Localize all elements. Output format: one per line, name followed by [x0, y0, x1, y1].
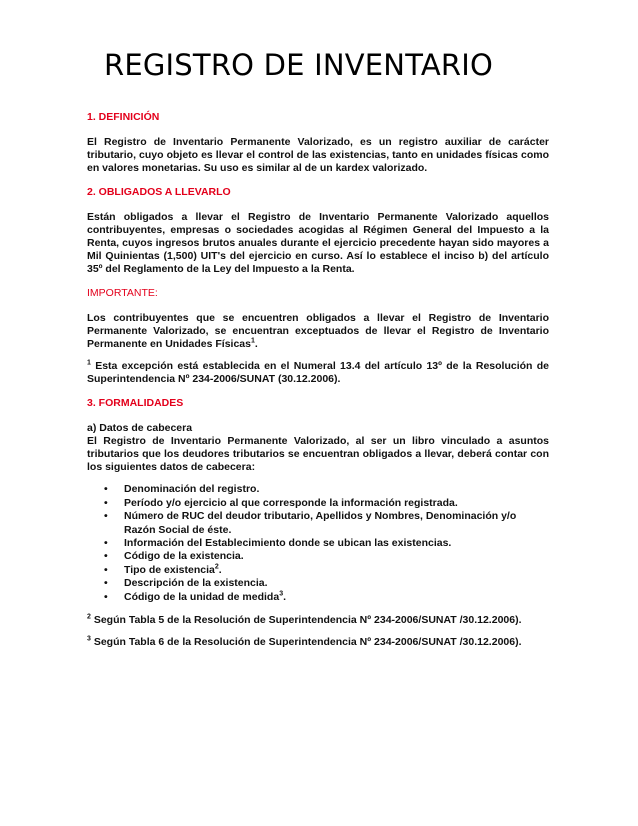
list-item-text: Período y/o ejercicio al que corresponde la información registrada. [124, 496, 458, 509]
footnote-1-text: Esta excepción está establecida en el Numeral 13.4 del artículo 13º de la Resolución de Superintendencia Nº 234-2006/SUNAT (30.12.2006). [87, 360, 549, 386]
list-item-text: Descripción de la existencia. [124, 577, 268, 590]
list-item [87, 577, 549, 590]
bullet-icon: • [104, 510, 108, 523]
footnote-2-text: Según Tabla 5 de la Resolución de Superintendencia Nº 234-2006/SUNAT /30.12.2006). [90, 614, 522, 627]
list-item-text: Tipo de existencia [124, 563, 215, 576]
list-item-text-end: . [283, 590, 287, 603]
footnote-ref-2: 2 [214, 563, 219, 571]
formalidades-intro: El Registro de Inventario Permanente Valorizado, al ser un libro vinculado a asuntos tributarios que los deudores tributarios se encuentran obligados a llevar, deberá contar con los siguientes datos de cabecera: [87, 434, 549, 474]
list-item-text: Número de RUC del deudor tributario, Apellidos y Nombres, Denominación y/o Razón Social de éste. [124, 510, 517, 536]
section-text-definicion: El Registro de Inventario Permanente Valorizado, es un registro auxiliar de carácter tributario, cuyo objeto es llevar el control de las existencias, tanto en unidades físicas como en valores monetarias. Su uso es similar al de un kardex valorizado. [87, 136, 549, 175]
list-item [87, 591, 549, 604]
list-item-text: Denominación del registro. [124, 483, 260, 496]
section-heading-definicion: 1. DEFINICIÓN [87, 111, 160, 123]
important-heading: IMPORTANTE: [87, 286, 158, 299]
list-item-text-end: . [218, 563, 222, 576]
bullet-icon: • [104, 550, 108, 563]
important-text-main: Los contribuyentes que se encuentren obligados a llevar el Registro de Inventario Permanente Valorizado, se encuentran exceptuados de llevar el Registro de Inventario Permanente en Unidades Físicas [87, 311, 549, 351]
list-item-text: Código de la existencia. [124, 550, 244, 563]
footnote-3-number: 3 [87, 635, 91, 643]
footnote-1 [87, 360, 549, 386]
page-title: REGISTRO DE INVENTARIO [104, 48, 494, 82]
list-item [87, 550, 549, 563]
footnote-ref-1: 1 [250, 337, 255, 345]
bullet-icon: • [104, 496, 108, 509]
list-item-text: Información del Establecimiento donde se ubican las existencias. [124, 537, 452, 550]
list-item-text: Código de la unidad de medida [124, 590, 280, 603]
header-data-list [87, 483, 549, 604]
list-item [87, 483, 549, 496]
bullet-icon: • [104, 483, 108, 496]
list-item [87, 537, 549, 550]
footnote-2 [87, 614, 549, 627]
list-item [87, 510, 549, 537]
section-heading-obligados: 2. OBLIGADOS A LLEVARLO [87, 185, 231, 198]
subheading-datos-cabecera: a) Datos de cabecera [87, 421, 193, 434]
bullet-icon: • [104, 590, 108, 603]
footnote-3-text: Según Tabla 6 de la Resolución de Superintendencia Nº 234-2006/SUNAT /30.12.2006). [90, 636, 522, 649]
bullet-icon: • [104, 577, 108, 590]
footnote-ref-3: 3 [279, 590, 284, 598]
footnote-1-number: 1 [87, 359, 91, 367]
section-text-obligados: Están obligados a llevar el Registro de Inventario Permanente Valorizado aquellos contribuyentes, empresas o sociedades acogidas al Régimen General del Impuesto a la Renta, cuyos ingresos brutos anuales durante el ejercicio precedente hayan sido mayores a Mil Quinientas (1,500) UIT's del ejercicio en curso. Así lo establece el inciso b) del artículo 35º del Reglamento de la Ley del Impuesto a la Renta. [87, 210, 549, 276]
section-heading-formalidades: 3. FORMALIDADES [87, 396, 184, 409]
list-item [87, 564, 549, 577]
bullet-icon: • [104, 563, 108, 576]
bullet-icon: • [104, 537, 108, 550]
footnote-3 [87, 636, 549, 649]
important-text [87, 312, 549, 352]
document-body [87, 110, 549, 659]
section-text-formalidades [87, 422, 549, 475]
list-item [87, 497, 549, 510]
important-text-end: . [254, 338, 258, 351]
footnote-2-number: 2 [87, 613, 91, 621]
